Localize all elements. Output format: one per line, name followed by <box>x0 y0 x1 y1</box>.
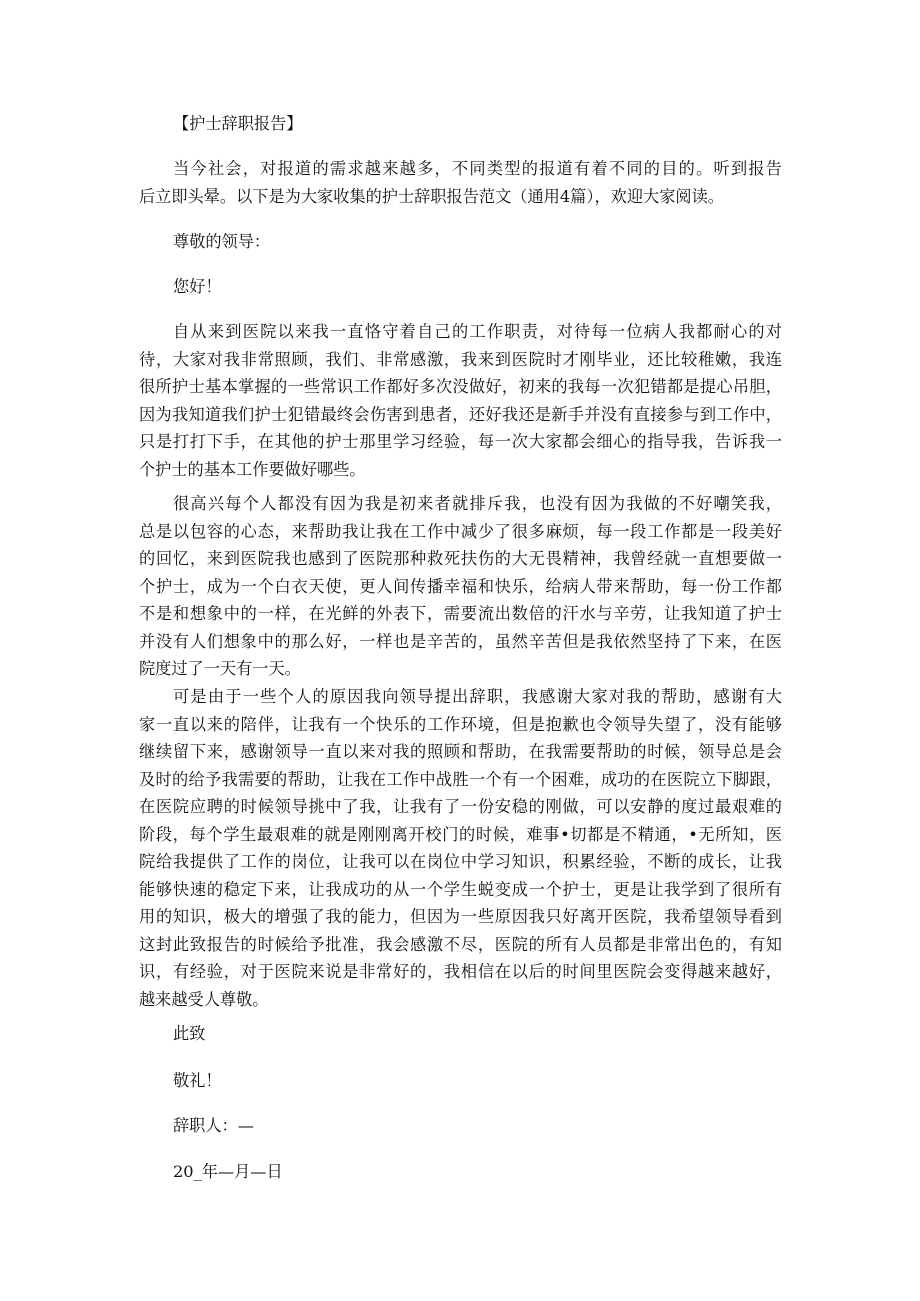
paragraph-line: 并没有人们想象中的那么好，一样也是辛苦的，虽然辛苦但是我依然坚持了下来，在医 <box>139 631 782 651</box>
signature-line: 辞职人：— <box>173 1116 254 1135</box>
paragraph-line: 阶段，每个学生最艰难的就是刚刚离开校门的时候，难事•切都是不精通，•无所知，医 <box>139 824 782 844</box>
paragraph-line: 的回忆，来到医院我也感到了医院那种救死扶伤的大无畏精神，我曾经就一直想要做一 <box>139 549 782 568</box>
body-paragraph-1 <box>139 318 782 483</box>
body-paragraph-3 <box>139 683 782 1013</box>
date-line: 20_年—月—日 <box>173 1162 283 1181</box>
closing-line-2: 敬礼！ <box>173 1071 222 1090</box>
paragraph-line: 及时的给予我需要的帮助，让我在工作中战胜一个有一个困难，成功的在医院立下脚跟， <box>139 769 782 789</box>
paragraph-line: 院度过了一天有一天。 <box>139 659 301 678</box>
closing-line-1: 此致 <box>173 1024 206 1043</box>
paragraph-line: 这封此致报告的时候给予批准，我会感激不尽，医院的所有人员都是非常出色的，有知 <box>139 934 782 954</box>
paragraph-line: 在医院应聘的时候领导挑中了我，让我有了一份安稳的刚做，可以安静的度过最艰难的 <box>139 797 782 816</box>
document-title: 【护士辞职报告】 <box>173 114 303 133</box>
paragraph-line: 不是和想象中的一样，在光鲜的外表下，需要流出数倍的汗水与辛劳，让我知道了护士 <box>139 604 782 623</box>
paragraph-line: 院给我提供了工作的岗位，让我可以在岗位中学习知识，积累经验，不断的成长，让我 <box>139 852 782 871</box>
greeting: 您好！ <box>173 277 222 296</box>
paragraph-line: 家一直以来的陪伴，让我有一个快乐的工作环境，但是抱歉也令领导失望了，没有能够 <box>139 714 782 734</box>
paragraph-line: 自从来到医院以来我一直恪守着自己的工作职责，对待每一位病人我都耐心的对 <box>173 322 782 341</box>
paragraph-line: 继续留下来，感谢领导一直以来对我的照顾和帮助，在我需要帮助的时候，领导总是会 <box>139 742 782 761</box>
paragraph-line: 很高兴每个人都没有因为我是初来者就排斥我，也没有因为我做的不好嘲笑我， <box>173 494 782 513</box>
paragraph-line: 能够快速的稳定下来，让我成功的从一个学生蜕变成一个护士，更是让我学到了很所有 <box>139 879 782 899</box>
paragraph-line: 可是由于一些个人的原因我向领导提出辞职，我感谢大家对我的帮助，感谢有大 <box>173 687 782 706</box>
paragraph-line: 个护士的基本工作要做好哪些。 <box>139 459 366 479</box>
paragraph-line: 用的知识，极大的增强了我的能力，但因为一些原因我只好离开医院，我希望领导看到 <box>139 907 782 926</box>
paragraph-line: 个护士，成为一个白衣天使，更人间传播幸福和快乐，给病人带来帮助，每一份工作都 <box>139 576 782 596</box>
intro-line-1: 当今社会，对报道的需求越来越多，不同类型的报道有着不同的目的。听到报告 <box>173 159 782 178</box>
salutation: 尊敬的领导： <box>173 232 271 251</box>
paragraph-line: 只是打打下手，在其他的护士那里学习经验，每一次大家都会细心的指导我，告诉我一 <box>139 432 782 451</box>
intro-paragraph <box>139 155 782 210</box>
paragraph-line: 总是以包容的心态，来帮助我让我在工作中减少了很多麻烦，每一段工作都是一段美好 <box>139 521 782 541</box>
body-paragraph-2 <box>139 490 782 683</box>
paragraph-line: 很所护士基本掌握的一些常识工作都好多次没做好，初来的我每一次犯错都是提心吊胆， <box>139 377 782 396</box>
paragraph-line: 待，大家对我非常照顾，我们、非常感激，我来到医院时才刚毕业，还比较稚嫩，我连 <box>139 349 782 369</box>
paragraph-line: 越来越受人尊敬。 <box>139 989 269 1009</box>
paragraph-line: 因为我知道我们护士犯错最终会伤害到患者，还好我还是新手并没有直接参与到工作中， <box>139 404 782 424</box>
intro-line-2: 后立即头晕。以下是为大家收集的护士辞职报告范文（通用4篇），欢迎大家阅读。 <box>139 186 724 206</box>
paragraph-line: 识，有经验，对于医院来说是非常好的，我相信在以后的时间里医院会变得越来越好， <box>139 962 782 981</box>
